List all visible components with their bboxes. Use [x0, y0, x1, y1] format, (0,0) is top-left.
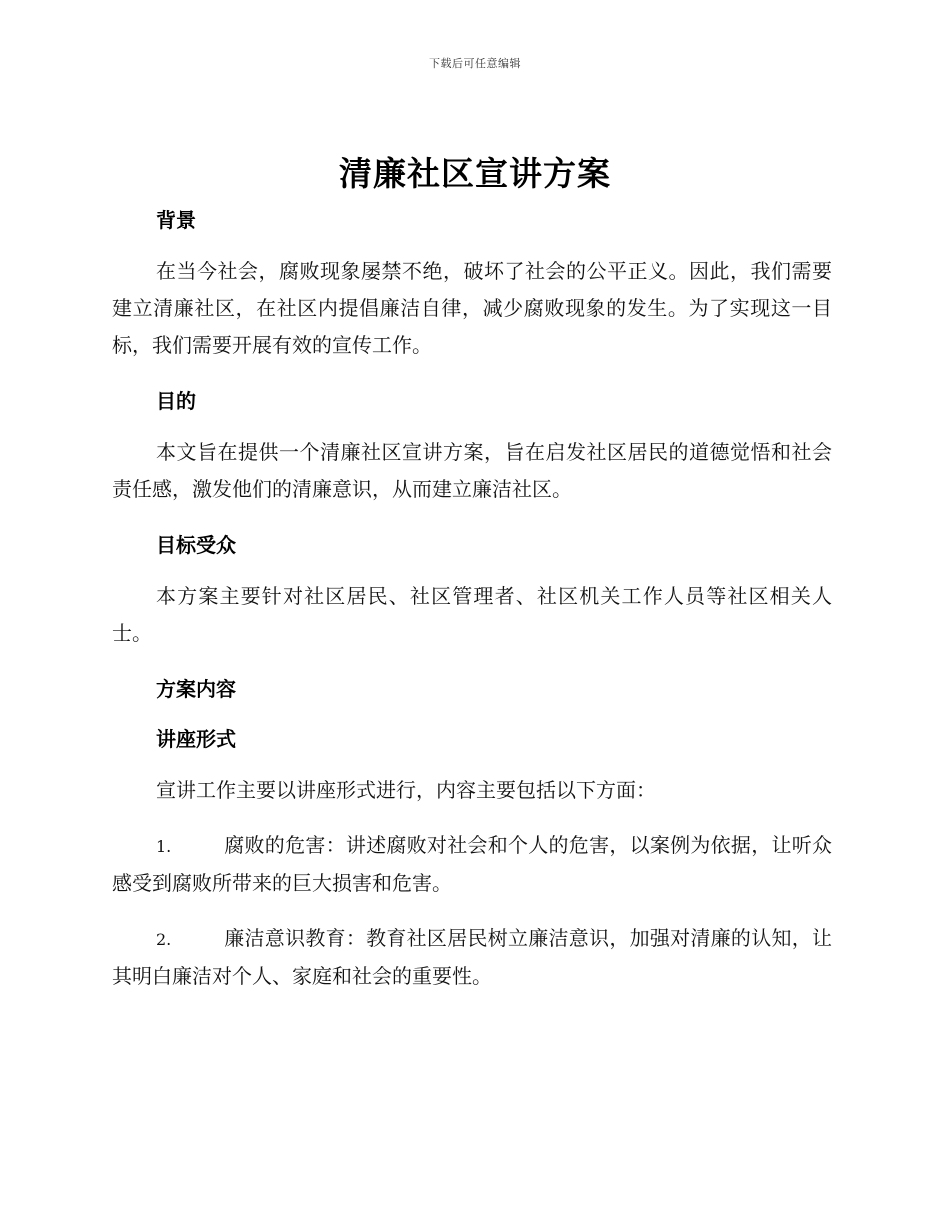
- list-item-text: 廉洁意识教育：教育社区居民树立廉洁意识，加强对清廉的认知，让其明白廉洁对个人、家庭和社会的重要性。: [112, 926, 832, 988]
- list-item: [112, 920, 832, 995]
- document-title: 清廉社区宣讲方案: [339, 154, 611, 193]
- list-item-number: 1.: [156, 837, 172, 856]
- paragraph-purpose: 本文旨在提供一个清廉社区宣讲方案，旨在启发社区居民的道德觉悟和社会责任感，激发他们的清廉意识，从而建立廉洁社区。: [112, 440, 832, 501]
- section-heading-audience: 目标受众: [156, 533, 236, 557]
- document-body: [112, 203, 832, 995]
- section-heading-purpose: 目的: [156, 389, 196, 413]
- list-item: [112, 827, 832, 902]
- subsection-heading-lecture: 讲座形式: [156, 727, 236, 751]
- section-heading-content: 方案内容: [156, 677, 236, 701]
- paragraph-background: 在当今社会，腐败现象屡禁不绝，破坏了社会的公平正义。因此，我们需要建立清廉社区，在社区内提倡廉洁自律，减少腐败现象的发生。为了实现这一目标，我们需要开展有效的宣传工作。: [112, 259, 832, 357]
- list-item-number: 2.: [156, 930, 172, 949]
- list-item-text: 腐败的危害：讲述腐败对社会和个人的危害，以案例为依据，让听众感受到腐败所带来的巨大损害和危害。: [112, 833, 832, 895]
- paragraph-audience: 本方案主要针对社区居民、社区管理者、社区机关工作人员等社区相关人士。: [112, 584, 832, 645]
- section-heading-background: 背景: [156, 208, 196, 232]
- header-note: 下载后可任意编辑: [429, 57, 521, 70]
- paragraph-lecture-intro: 宣讲工作主要以讲座形式进行，内容主要包括以下方面：: [156, 778, 656, 802]
